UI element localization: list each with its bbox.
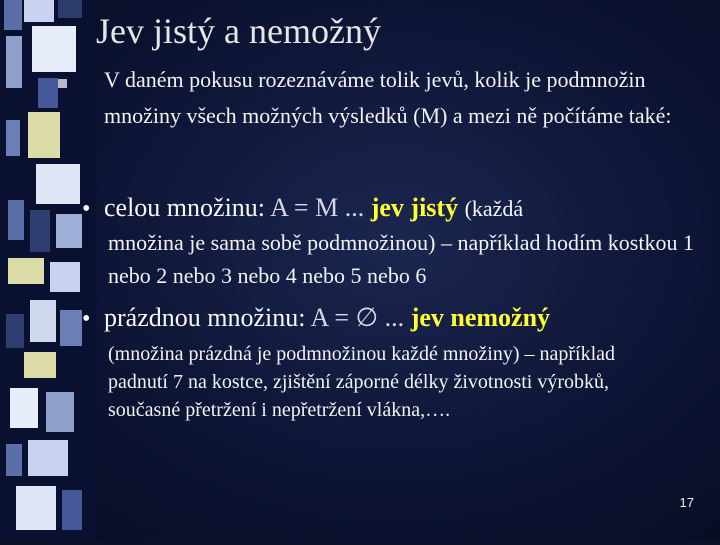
page-number: 17	[679, 495, 694, 510]
bullet-1-line	[104, 193, 523, 223]
bullet-2-lead: prázdnou množinu:	[104, 303, 306, 332]
bullet-dot-icon: •	[82, 196, 91, 222]
bullet-1-note-start: (každá	[464, 196, 524, 221]
square-bullet-icon	[58, 79, 67, 88]
decorative-stripe	[0, 0, 96, 540]
bullet-2-term: jev nemožný	[410, 303, 551, 332]
slide-title: Jev jistý a nemožný	[96, 11, 381, 51]
bullet-2-continuation: (množina prázdná je podmnožinou každé množiny) – například padnutí 7 na kostce, zjištění záporné délky životnosti výrobků, současné přetržení i nepřetržení vlákna,….	[108, 343, 616, 421]
intro-paragraph: V daném pokusu rozeznáváme tolik jevů, kolik je podmnožin množiny všech možných výsledků (M) a mezi ně počítáme také:	[104, 67, 672, 128]
bullet-2-line	[104, 303, 550, 333]
bullet-1-lead: celou množinu:	[104, 193, 266, 222]
bullet-1-continuation: množina je sama sobě podmnožinou) – například hodím kostkou 1 nebo 2 nebo 3 nebo 4 nebo 5 nebo 6	[108, 230, 694, 288]
bullet-2-formula: A = ∅ ...	[310, 303, 405, 332]
bullet-1-term: jev jistý	[370, 193, 459, 222]
stripe-blocks-graphic	[0, 0, 96, 540]
bullet-1-formula: A = M ...	[270, 193, 365, 222]
bullet-dot-icon: •	[82, 306, 91, 332]
